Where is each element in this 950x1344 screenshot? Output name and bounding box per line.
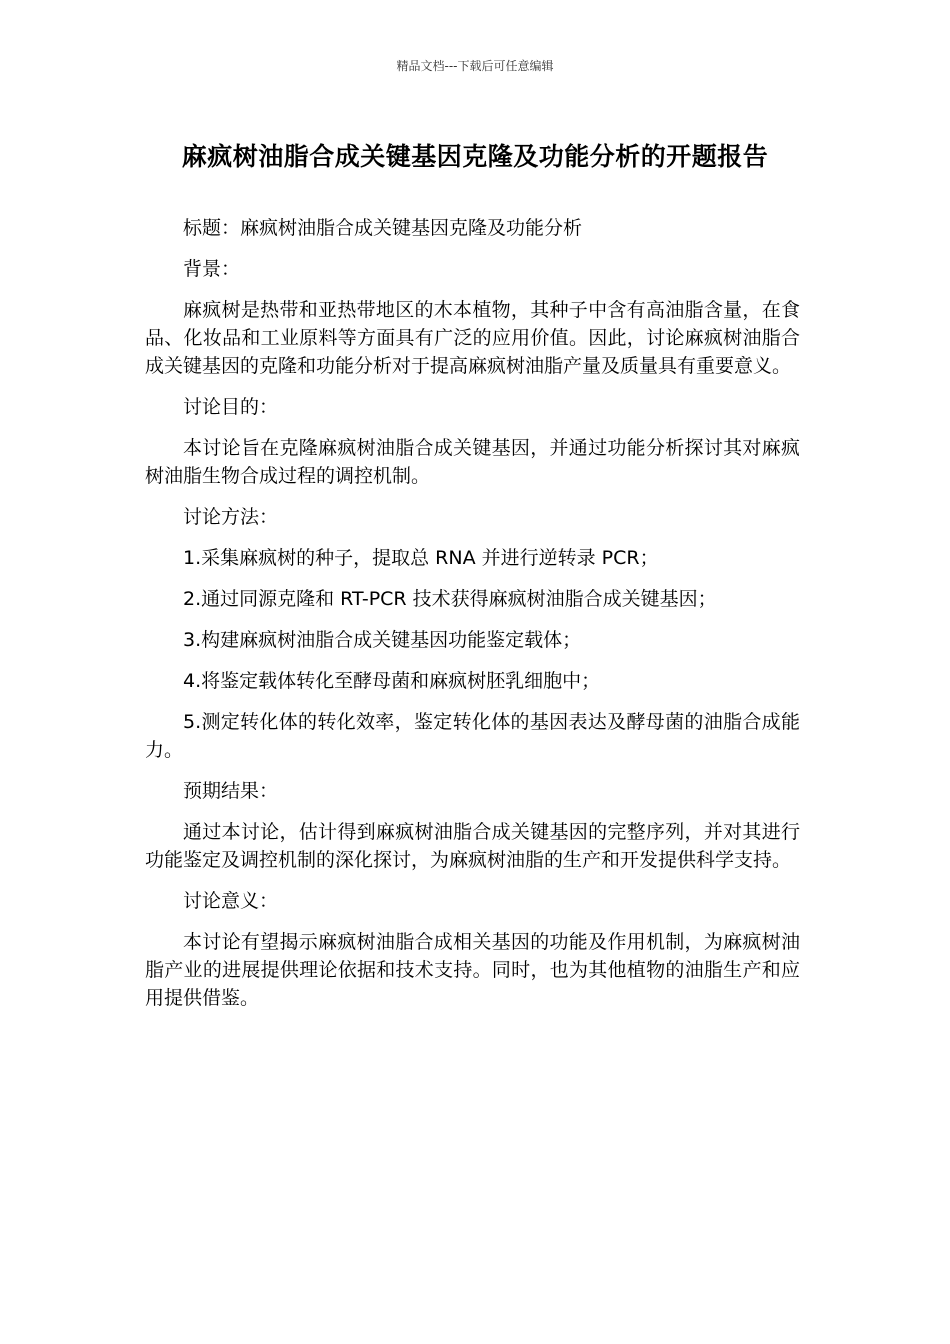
document-title: 麻疯树油脂合成关键基因克隆及功能分析的开题报告 [181,142,769,171]
method-step-1: 1.采集麻疯树的种子，提取总 RNA 并进行逆转录 PCR； [183,547,659,569]
method-step-2: 2.通过同源克隆和 RT-PCR 技术获得麻疯树油脂合成关键基因； [183,588,717,610]
method-step-4: 4.将鉴定载体转化至酵母菌和麻疯树胚乳细胞中； [183,670,601,692]
method-step-5: 5.测定转化体的转化效率，鉴定转化体的基因表达及酵母菌的油脂合成能力。 [145,711,800,761]
header-note: 精品文档---下载后可任意编辑 [396,59,554,73]
title-line: 标题：麻疯树油脂合成关键基因克隆及功能分析 [183,217,583,239]
section-heading-background: 背景： [183,258,241,280]
expected-results-paragraph: 通过本讨论，估计得到麻疯树油脂合成关键基因的完整序列，并对其进行功能鉴定及调控机制的深化探讨，为麻疯树油脂的生产和开发提供科学支持。 [145,821,800,871]
document-body [145,214,800,1025]
purpose-paragraph: 本讨论旨在克隆麻疯树油脂合成关键基因，并通过功能分析探讨其对麻疯树油脂生物合成过程的调控机制。 [145,437,800,487]
significance-paragraph: 本讨论有望揭示麻疯树油脂合成相关基因的功能及作用机制，为麻疯树油脂产业的进展提供理论依据和技术支持。同时，也为其他植物的油脂生产和应用提供借鉴。 [145,931,800,1009]
section-heading-methods: 讨论方法： [183,506,279,528]
section-heading-purpose: 讨论目的： [183,396,279,418]
section-heading-expected-results: 预期结果： [183,780,279,802]
method-step-3: 3.构建麻疯树油脂合成关键基因功能鉴定载体； [183,629,582,651]
section-heading-significance: 讨论意义： [183,890,279,912]
background-paragraph: 麻疯树是热带和亚热带地区的木本植物，其种子中含有高油脂含量，在食品、化妆品和工业原料等方面具有广泛的应用价值。因此，讨论麻疯树油脂合成关键基因的克隆和功能分析对于提高麻疯树油脂产量及质量具有重要意义。 [145,299,800,377]
